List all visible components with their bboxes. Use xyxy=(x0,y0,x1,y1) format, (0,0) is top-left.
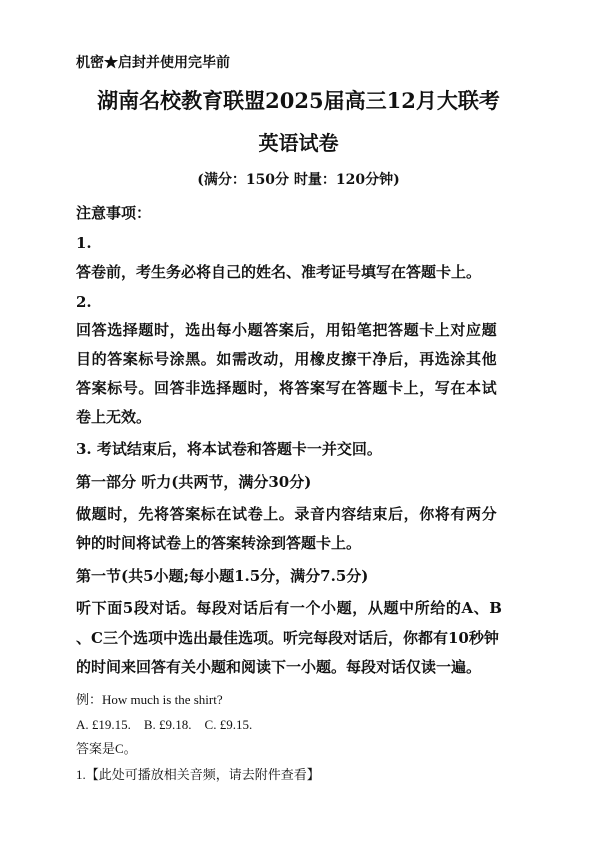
note-2-number: 2. xyxy=(76,293,92,311)
exam-title: 湖南名校教育联盟2025届高三12月大联考 xyxy=(97,88,500,113)
note-3: 3. 考试结束后，将本试卷和答题卡一并交回。 xyxy=(76,440,382,458)
note-2-line-4: 卷上无效。 xyxy=(76,408,152,426)
exam-subtitle: 英语试卷 xyxy=(258,131,339,155)
part1-instruction-line-2: 钟的时间将试卷上的答案转涂到答题卡上。 xyxy=(76,534,362,552)
example-question: 例：How much is the shirt? xyxy=(76,692,223,707)
notes-heading: 注意事项： xyxy=(76,204,152,222)
section1-instruction-line-1: 听下面5段对话。每段对话后有一个小题，从题中所给的A、B xyxy=(76,599,503,617)
section1-instruction-line-2: 、C三个选项中选出最佳选项。听完每段对话后，你都有10秒钟 xyxy=(76,629,499,647)
confidential-notice: 机密★启封并使用完毕前 xyxy=(76,55,230,71)
note-1-text: 答卷前，考生务必将自己的姓名、准考证号填写在答题卡上。 xyxy=(76,263,482,281)
note-1-number: 1. xyxy=(76,234,92,252)
part1-heading: 第一部分 听力(共两节，满分30分) xyxy=(76,473,312,491)
score-time-info: (满分：150分 时量：120分钟) xyxy=(197,172,400,188)
question-1-audio-link[interactable]: 1.【此处可播放相关音频，请去附件查看】 xyxy=(76,767,320,782)
example-options: A. £19.15. B. £9.18. C. £9.15. xyxy=(76,717,253,732)
example-answer: 答案是C。 xyxy=(76,741,137,756)
note-2-line-2: 目的答案标号涂黑。如需改动，用橡皮擦干净后，再选涂其他 xyxy=(76,350,498,368)
note-2-line-1: 回答选择题时，选出每小题答案后，用铅笔把答题卡上对应题 xyxy=(76,321,498,339)
note-2-line-3: 答案标号。回答非选择题时，将答案写在答题卡上，写在本试 xyxy=(76,379,498,397)
section1-instruction-line-3: 的时间来回答有关小题和阅读下一小题。每段对话仅读一遍。 xyxy=(76,658,482,676)
part1-instruction-line-1: 做题时，先将答案标在试卷上。录音内容结束后，你将有两分 xyxy=(76,505,498,523)
section1-heading: 第一节(共5小题;每小题1.5分，满分7.5分) xyxy=(76,567,369,585)
